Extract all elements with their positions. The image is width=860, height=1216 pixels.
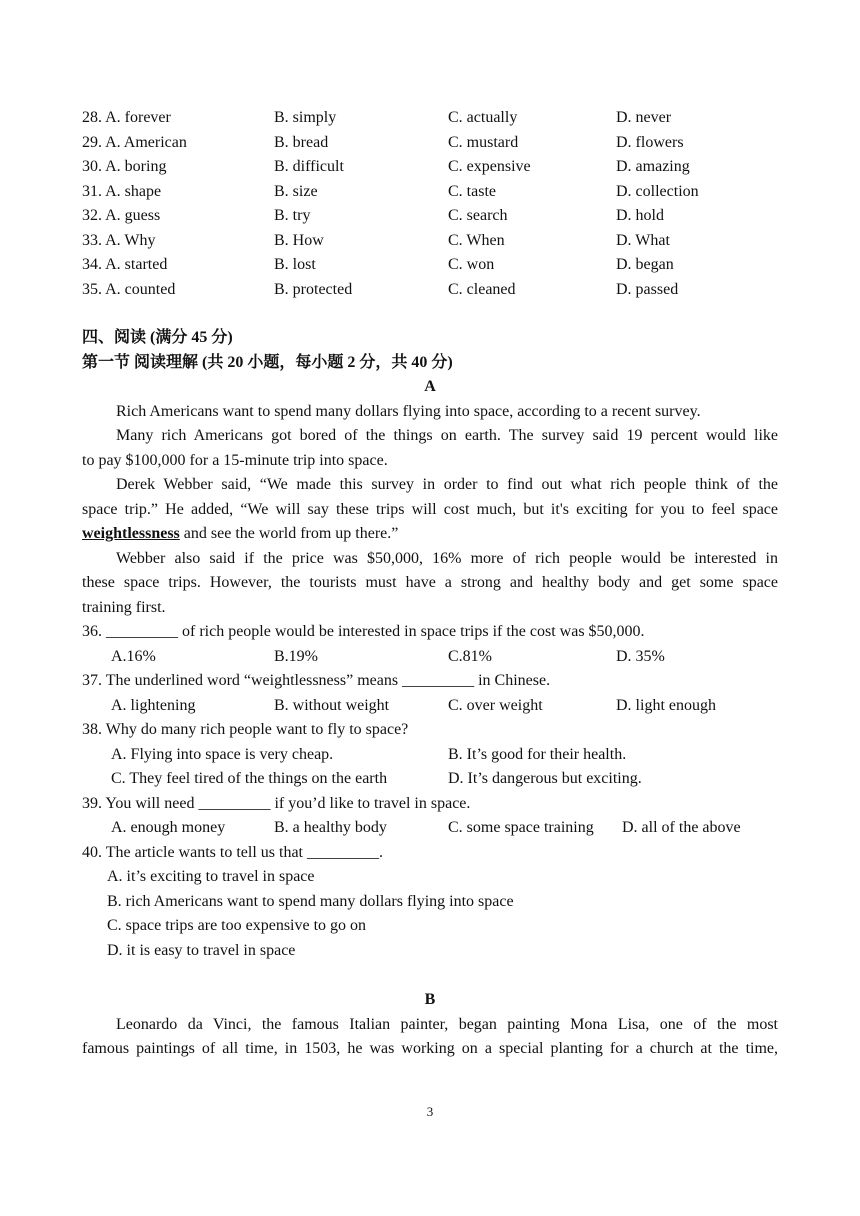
option-text: D. never [616,109,672,126]
option-text: 32. A. guess [82,207,161,224]
passage-a-text: Webber also said if the price was $50,000, 16% more of rich people would be interested in [116,549,778,567]
passage-a-text: these space trips. However, the tourists must have a strong and healthy body and get some space [82,574,778,591]
option-text: B. difficult [274,158,344,175]
option-text: B. lost [274,256,316,273]
passage-a-text: to pay $100,000 for a 15-minute trip into space. [82,451,388,469]
answer-option: B. without weight [274,696,390,714]
passage-a-text: and see the world from up there.” [179,525,399,542]
option-text: B. protected [274,280,353,298]
passage-b-text: famous paintings of all time, in 1503, he was working on a special planting for a church at the time, [82,1040,778,1057]
option-text: D. flowers [616,133,684,151]
passage-b-label: B [424,991,436,1008]
option-text: B. try [274,207,311,224]
option-text: C. won [448,256,495,273]
passage-a-text: Rich Americans want to spend many dollars flying into space, according to a recent survey. [116,402,701,420]
answer-option: D. all of the above [622,819,741,836]
question-stem: 37. The underlined word “weightlessness” means _________ in Chinese. [82,672,551,689]
subsection-title: 第一节 阅读理解 (共 20 小题，每小题 2 分，共 40 分) [82,353,453,371]
answer-option: A.16% [111,647,156,665]
answer-option: B.19% [274,647,318,665]
option-text: D. passed [616,280,679,298]
answer-option: D. it is easy to travel in space [107,941,296,959]
option-text: C. expensive [448,158,531,175]
option-text: B. simply [274,109,337,126]
answer-option: C. over weight [448,696,543,714]
answer-option: D. 35% [616,647,665,665]
answer-option: A. lightening [111,696,196,714]
passage-b-text: Leonardo da Vinci, the famous Italian painter, began painting Mona Lisa, one of the most [116,1015,778,1033]
option-text: B. How [274,231,324,249]
option-text: C. When [448,231,505,249]
option-text: C. taste [448,182,496,200]
answer-option: C.81% [448,647,492,665]
option-text: C. mustard [448,133,519,151]
passage-a-label: A [424,378,436,395]
option-text: 34. A. started [82,256,168,273]
option-text: D. collection [616,182,699,200]
question-stem: 36. _________ of rich people would be interested in space trips if the cost was $50,000. [82,623,645,640]
option-text: D. amazing [616,158,690,175]
answer-option: A. enough money [111,819,226,836]
question-stem: 38. Why do many rich people want to fly to space? [82,721,409,738]
answer-option: A. Flying into space is very cheap. [111,745,334,763]
answer-option: B. a healthy body [274,819,387,836]
option-text: D. began [616,256,674,273]
answer-option: D. It’s dangerous but exciting. [448,770,642,787]
passage-a-text: training first. [82,598,166,616]
option-text: B. bread [274,133,329,151]
option-text: C. search [448,207,508,224]
option-text: C. cleaned [448,280,516,298]
passage-a-text [82,522,778,547]
option-text: 33. A. Why [82,231,156,249]
option-text: 29. A. American [82,133,187,151]
page-number: 3 [426,1104,434,1119]
question-stem: 39. You will need _________ if you’d like to travel in space. [82,794,471,812]
passage-a-text: Many rich Americans got bored of the things on earth. The survey said 19 percent would like [116,427,778,444]
answer-option: B. It’s good for their health. [448,745,627,763]
answer-option: C. some space training [448,819,594,836]
option-text: D. What [616,231,670,249]
answer-option: C. space trips are too expensive to go on [107,917,367,934]
question-stem: 40. The article wants to tell us that _________. [82,843,383,861]
option-text: 30. A. boring [82,158,167,175]
answer-option: B. rich Americans want to spend many dollars flying into space [107,892,514,910]
underlined-word: weightlessness [82,525,180,542]
option-text: D. hold [616,207,664,224]
option-text: 28. A. forever [82,109,171,126]
answer-option: C. They feel tired of the things on the earth [111,770,388,787]
option-text: B. size [274,182,318,200]
section-title: 四、阅读 (满分 45 分) [82,329,233,346]
option-text: 35. A. counted [82,280,176,298]
answer-option: A. it’s exciting to travel in space [107,868,315,885]
passage-a-text: Derek Webber said, “We made this survey in order to find out what rich people think of the [116,476,778,493]
passage-a-text: space trip.” He added, “We will say these trips will cost much, but it's exciting for you to feel space [82,500,778,518]
answer-option: D. light enough [616,696,716,714]
option-text: C. actually [448,109,518,126]
option-text: 31. A. shape [82,182,162,200]
